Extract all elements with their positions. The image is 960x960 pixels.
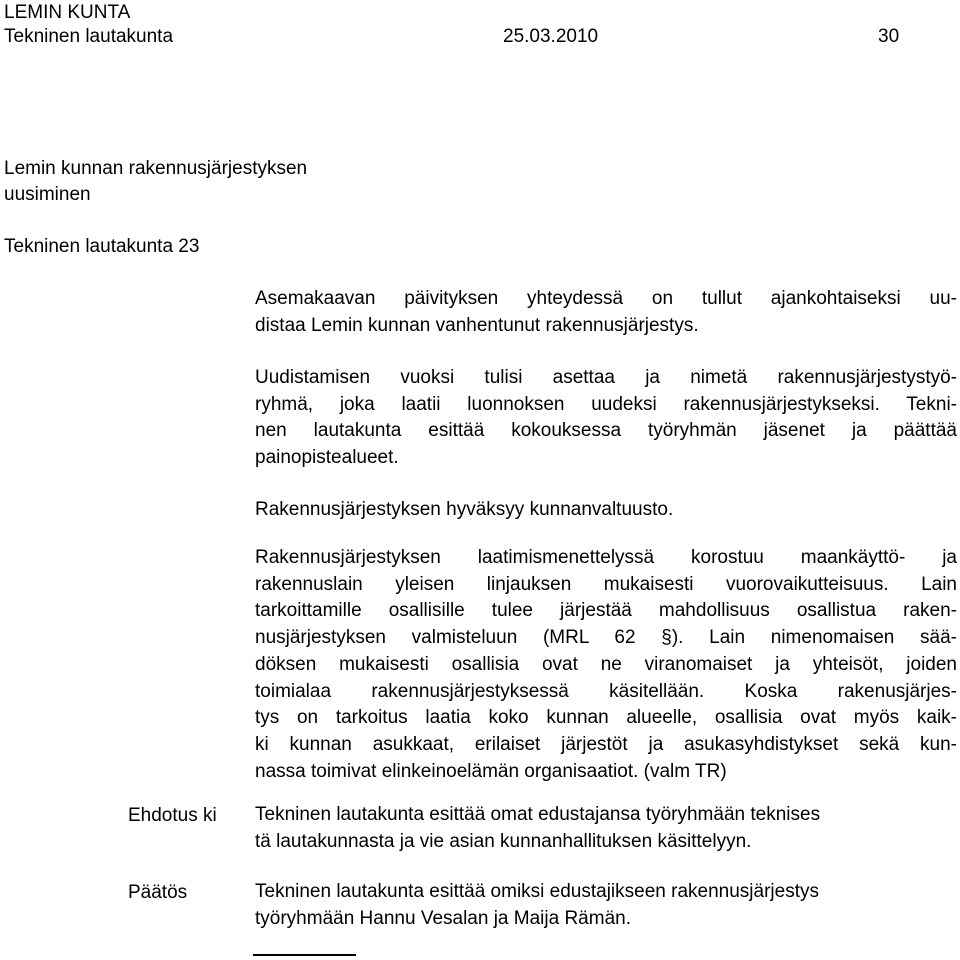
paragraph-line: toimialaa rakennusjärjestyksessä käsitellään. Koska rakenusjärjes- (255, 680, 957, 702)
board-name: Tekninen lautakunta (4, 26, 174, 47)
decision-line: Tekninen lautakunta esittää omiksi edustajikseen rakennusjärjestys (255, 881, 819, 902)
paragraph-line: painopistealueet. (255, 447, 399, 469)
paragraph-line: döksen mukaisesti osallisia ovat ne viranomaiset ja yhteisöt, joiden (255, 653, 957, 675)
decision-line: työryhmään Hannu Vesalan ja Maija Rämän. (255, 907, 631, 929)
paragraph-line: ryhmä, joka laatii luonnoksen uudeksi rakennusjärjestykseksi. Tekni- (255, 393, 957, 415)
meeting-date: 25.03.2010 (503, 26, 599, 47)
decision-label: Päätös (128, 882, 188, 903)
signature-divider (253, 954, 356, 956)
paragraph-line: distaa Lemin kunnan vanhentunut rakennusjärjestys. (255, 314, 699, 336)
paragraph-line: nusjärjestyksen valmisteluun (MRL 62 §). Lain nimenomaisen sää- (255, 627, 957, 649)
paragraph-line: tarkoittamille osallisille tulee järjestää mahdollisuus osallistua raken- (255, 600, 957, 622)
paragraph-line: rakennuslain yleisen linjauksen mukaisesti vuorovaikutteisuus. Lain (255, 573, 957, 595)
page-number: 30 (878, 26, 900, 47)
paragraph-line: ki kunnan asukkaat, erilaiset järjestöt ja asukasyhdistykset sekä kun- (255, 733, 957, 755)
paragraph-line: Asemakaavan päivityksen yhteydessä on tullut ajankohtaiseksi uu- (255, 288, 957, 309)
section-reference: Tekninen lautakunta 23 (4, 236, 200, 257)
municipality-name: LEMIN KUNTA (4, 2, 131, 23)
paragraph-line: tys on tarkoitus laatia koko kunnan alueelle, osallisia ovat myös kaik- (255, 707, 957, 729)
proposal-line: Tekninen lautakunta esittää omat edustajansa työryhmään teknises (255, 804, 821, 825)
proposal-text (255, 802, 957, 855)
paragraph-line: Uudistamisen vuoksi tulisi asettaa ja nimetä rakennusjärjestystyö- (255, 367, 957, 388)
section-title-line-2: uusiminen (4, 184, 91, 205)
paragraph-line: nen lautakunta esittää kokouksessa työryhmän jäsenet ja päättää (255, 420, 957, 442)
paragraph-3 (255, 497, 957, 524)
paragraph-4 (255, 545, 957, 785)
paragraph-1 (255, 286, 957, 339)
section-title-line-1: Lemin kunnan rakennusjärjestyksen (4, 158, 308, 179)
paragraph-2 (255, 365, 957, 472)
proposal-line: tä lautakunnasta ja vie asian kunnanhallituksen käsittelyyn. (255, 830, 752, 852)
proposal-label: Ehdotus ki (128, 805, 217, 826)
paragraph-line: Rakennusjärjestyksen hyväksyy kunnanvaltuusto. (255, 499, 674, 520)
decision-text (255, 879, 957, 932)
paragraph-line: nassa toimivat elinkeinoelämän organisaatiot. (valm TR) (255, 760, 727, 782)
paragraph-line: Rakennusjärjestyksen laatimismenettelyssä korostuu maankäyttö- ja (255, 547, 957, 568)
